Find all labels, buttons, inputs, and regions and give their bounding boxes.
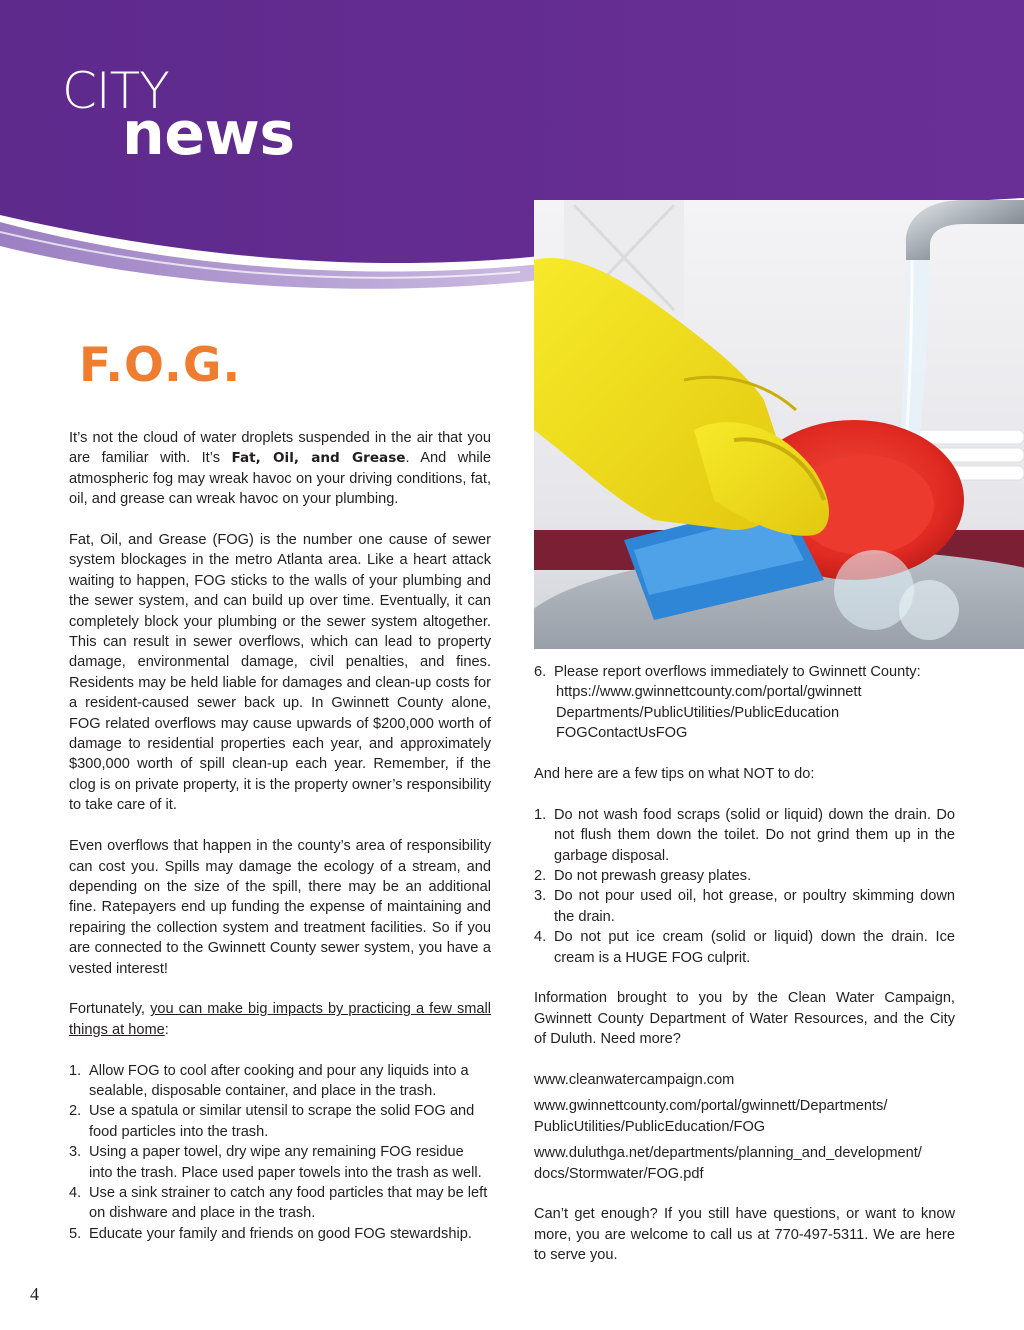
intro-bold-fog: Fat, Oil, and Grease: [231, 450, 406, 467]
list-number: 1.: [69, 1062, 82, 1079]
do-list: [69, 1061, 491, 1245]
intro-text-1: It’s not the cloud of water droplets suspended in the air that you are familiar with. It’s: [69, 430, 491, 467]
list-item: [534, 662, 955, 682]
list-number: 1.: [534, 806, 547, 823]
list-item: [69, 1101, 491, 1142]
left-column: [69, 428, 491, 1244]
dishwashing-photo: [534, 200, 1024, 649]
masthead-news: news: [122, 99, 295, 169]
overflow-cost-paragraph: Even overflows that happen in the county’s area of responsibility can cost you. Spills may damage the ecology of a stream, and depending on the size of the spill, there may be an additional fine. Ratepayers end up funding the expense of maintaining and repairing the collection system and treatment facilities. So if you are connected to the Gwinnett County sewer system, you have a vested interest!: [69, 838, 491, 977]
link-gwinnett-fog[interactable]: www.gwinnettcounty.com/portal/gwinnett/Departments/ PublicUtilities/PublicEducation/FOG: [534, 1098, 888, 1135]
report-url-line[interactable]: https://www.gwinnettcounty.com/portal/gwinnett: [556, 684, 862, 701]
right-column: [534, 662, 955, 1266]
link-duluth-fog-pdf[interactable]: www.duluthga.net/departments/planning_and_development/ docs/Stormwater/FOG.pdf: [534, 1145, 922, 1182]
list-item: [534, 805, 955, 866]
list-item: [69, 1061, 491, 1102]
impacts-paragraph: [69, 999, 491, 1040]
closing-paragraph: Can’t get enough? If you still have questions, or want to know more, you are welcome to call us at 770-497-5311. We are here to serve you.: [534, 1206, 955, 1264]
intro-text-2: . And while atmospheric fog may wreak havoc on your driving conditions, fat, oil, and grease can wreak havoc on your plumbing.: [69, 450, 491, 508]
report-url-line[interactable]: FOGContactUsFOG: [556, 725, 688, 742]
list-item: [69, 1142, 491, 1183]
list-text: Using a paper towel, dry wipe any remaining FOG residue into the trash. Place used paper towels into the trash as well.: [89, 1144, 482, 1181]
list-item: [534, 866, 955, 886]
list-text: Do not wash food scraps (solid or liquid) down the drain. Do not flush them down the toilet. Do not grind them up in the garbage disposal.: [554, 806, 955, 864]
info-paragraph: Information brought to you by the Clean Water Campaign, Gwinnett County Department of Water Resources, and the City of Duluth. Need more?: [534, 990, 955, 1048]
list-number: 4.: [69, 1184, 82, 1201]
link-clean-water[interactable]: www.cleanwatercampaign.com: [534, 1072, 735, 1089]
list-text: Do not put ice cream (solid or liquid) down the drain. Ice cream is a HUGE FOG culprit.: [554, 929, 955, 966]
list-number: 3.: [534, 888, 547, 905]
list-text: Do not pour used oil, hot grease, or poultry skimming down the drain.: [554, 888, 955, 925]
impacts-lead: Fortunately,: [69, 1001, 151, 1018]
report-item: [534, 662, 955, 744]
not-to-do-intro: And here are a few tips on what NOT to do:: [534, 766, 815, 783]
list-text: Use a spatula or similar utensil to scrape the solid FOG and food particles into the trash.: [89, 1103, 475, 1140]
impacts-tail: :: [164, 1021, 169, 1038]
list-item: [534, 927, 955, 968]
list-text: Use a sink strainer to catch any food particles that may be left on dishware and place in the trash.: [89, 1184, 488, 1222]
list-number: 2.: [69, 1103, 82, 1120]
list-text: Please report overflows immediately to Gwinnett County:: [554, 664, 921, 680]
list-text: Allow FOG to cool after cooking and pour any liquids into a sealable, disposable container, and place in the trash.: [89, 1062, 469, 1099]
impacts-underlined: you can make big impacts by practicing a few small things at home: [69, 1001, 492, 1038]
list-number: 4.: [534, 929, 547, 946]
intro-paragraph: [69, 428, 491, 510]
fog-cause-paragraph: Fat, Oil, and Grease (FOG) is the number one cause of sewer system blockages in the metro Atlanta area. Like a heart attack waiting to happen, FOG sticks to the walls of your plumbing and the sewer system, and can build up over time. Eventually, it can completely block your plumbing or the sewer system altogether. This can result in sewer overflows, which can lead to property damage, environmental damage, civil penalties, and fines. Residents may be held liable for damages and clean-up costs for a resident-caused sewer back up. In Gwinnett County alone, FOG related overflows may cause upwards of $200,000 worth of damage to residential properties each year, and approximately $300,000 worth of spill clean-up each year. Remember, if the clog is on private property, it is the property owner’s responsibility to take care of it.: [69, 532, 491, 814]
list-item: [534, 886, 955, 927]
list-item: [69, 1183, 491, 1224]
list-item: [69, 1224, 491, 1244]
article-title: F.O.G.: [79, 338, 242, 393]
dont-list: [534, 805, 955, 968]
report-url-line[interactable]: Departments/PublicUtilities/PublicEducation: [556, 704, 840, 721]
page-number: 4: [30, 1284, 39, 1304]
masthead-city: CITY: [62, 62, 169, 120]
list-text: Do not prewash greasy plates.: [554, 868, 752, 885]
list-number: 6.: [534, 664, 547, 680]
list-text: Educate your family and friends on good FOG stewardship.: [89, 1225, 472, 1242]
list-number: 2.: [534, 868, 547, 885]
list-number: 5.: [69, 1225, 82, 1242]
list-number: 3.: [69, 1144, 82, 1161]
